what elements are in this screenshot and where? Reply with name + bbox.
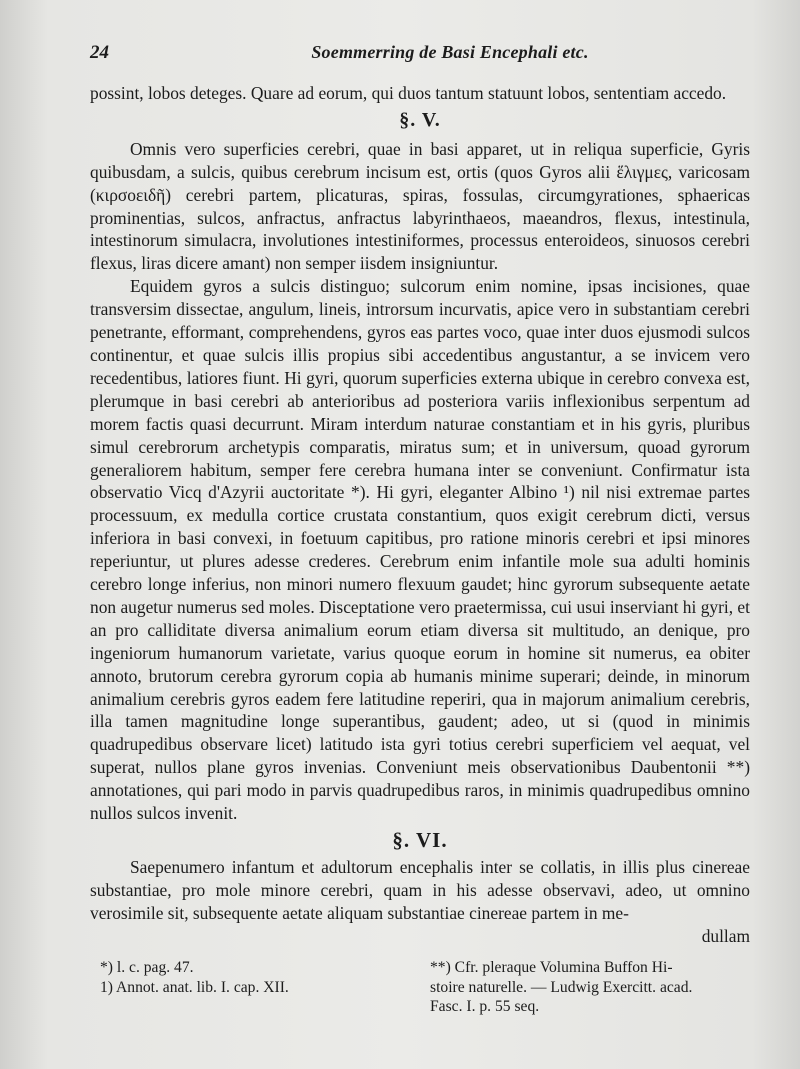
running-title: Soemmerring de Basi Encephali etc. bbox=[311, 42, 589, 62]
intro-paragraph: possint, lobos deteges. Quare ad eorum, qui duos tantum statuunt lobos, sententiam accedo. bbox=[90, 83, 727, 103]
footnote-buffon-line-3: Fasc. I. p. 55 seq. bbox=[430, 998, 540, 1015]
section-v-paragraph-1: Omnis vero superficies cerebri, quae in basi apparet, ut in reliqua superficie, Gyris quibusdam, a sulcis, quibus cerebrum incisum est, ortis (quos Gyros alii ἕλιγμες, varicosam (κιρσοειδῆ) cerebri partem, plicaturas, spiras, fossulas, circumgyrationes, sphaericas prominentias, sulcos, anfractus, anfractus labyrinthaeos, maeandros, flexus, intestinula, intestinorum simulacra, involutiones intestiniformes, processus enteroideos, sinuosos cerebri flexus, liras dicere amant) non semper iisdem insigniuntur. bbox=[90, 138, 750, 274]
section-vi-heading: §. VI. bbox=[392, 828, 448, 852]
footnote-albinus: 1) Annot. anat. lib. I. cap. XII. bbox=[100, 978, 289, 996]
footnotes bbox=[100, 958, 750, 1017]
page-header bbox=[90, 42, 750, 72]
catchword: dullam bbox=[701, 925, 750, 946]
section-v-paragraph-2: Equidem gyros a sulcis distinguo; sulcorum enim nomine, ipsas incisiones, quae transversim dissectae, angulum, lineis, introrsum incurvatis, apice vero in substantiam cerebri penetrante, efformant, comprehendens, gyros eas partes voco, quae inter duos ejusmodi sulcos continentur, et quae sulcis illis propius sibi accedentibus angustantur, a se invicem vero recedentibus, latiores fiunt. Hi gyri, quorum superficies externa ubique in cerebro convexa est, plerumque in basi cerebri ab anterioribus ad posteriora variis inflexionibus serpentum ad morem factis quasi decurrunt. Miram interdum naturae constantiam et in his gyris, pluribus simul cerebrorum archetypis comparatis, miratus sum; et in universum, quoad gyrorum generaliorem habitum, semper fere cerebra humana inter se conveniunt. Confirmatur ista observatio Vicq d'Azyrii auctoritate *). Hi gyri, eleganter Albino ¹) nil nisi extremae partes processuum, ex medulla cortice crustata constantium, quos exigit cerebrum dicti, versus inferiora in basi convexi, in foetuum capitibus, pro ratione minoris cerebri et ipsi minores reperiuntur, ut plures adesse crederes. Cerebrum enim infantile mole sua adulti hominis cerebro longe inferius, non minori numero flexuum gaudet; hinc gyrorum subsequente aetate non augetur numerus sed moles. Disceptatione vero praetermissa, cui usui inserviant hi gyri, et an pro calliditate diversa animalium eorum etiam diversa sit multitudo, an denique, pro ingeniorum humanorum varietate, varius quoque eorum in homine sit numerus, ea obiter annoto, brutorum cerebra gyrorum copia ab humanis minime superari; deinde, in minorum animalium cerebris gyros eadem fere latitudine reperiri, qua in majorum animalium cerebris, illa tamen magnitudine longe superantibus, gaudent; adeo, ut si (quod in minimis quadrupedibus observare licet) latitudo ista gyri totius cerebri superficiem vel aequat, vel superat, nullos plane gyros invenias. Conveniunt meis observationibus Daubentonii **) annotationes, qui pari modo in parvis quadrupedibus raros, in minimis quadrupedibus omnino nullos sulcos invenit. bbox=[90, 276, 750, 824]
footnotes-left bbox=[100, 958, 400, 1017]
section-vi-paragraph: Saepenumero infantum et adultorum encephalis inter se collatis, in illis plus cinereae substantiae, pro mole minore cerebri, quam in his adesse observavi, adeo, ut omnino verosimile sit, subsequente aetate aliquam substantiae cinereae partem in me- bbox=[90, 856, 750, 923]
footnote-buffon-line-1: **) Cfr. pleraque Volumina Buffon Hi- bbox=[430, 959, 673, 976]
footnotes-right bbox=[430, 958, 750, 1017]
body-text bbox=[90, 82, 750, 948]
section-v-heading: §. V. bbox=[399, 108, 441, 131]
page-number: 24 bbox=[90, 42, 109, 63]
footnote-buffon-line-2: stoire naturelle. — Ludwig Exercitt. acad. bbox=[430, 978, 693, 996]
footnote-vicq: *) l. c. pag. 47. bbox=[100, 959, 194, 976]
